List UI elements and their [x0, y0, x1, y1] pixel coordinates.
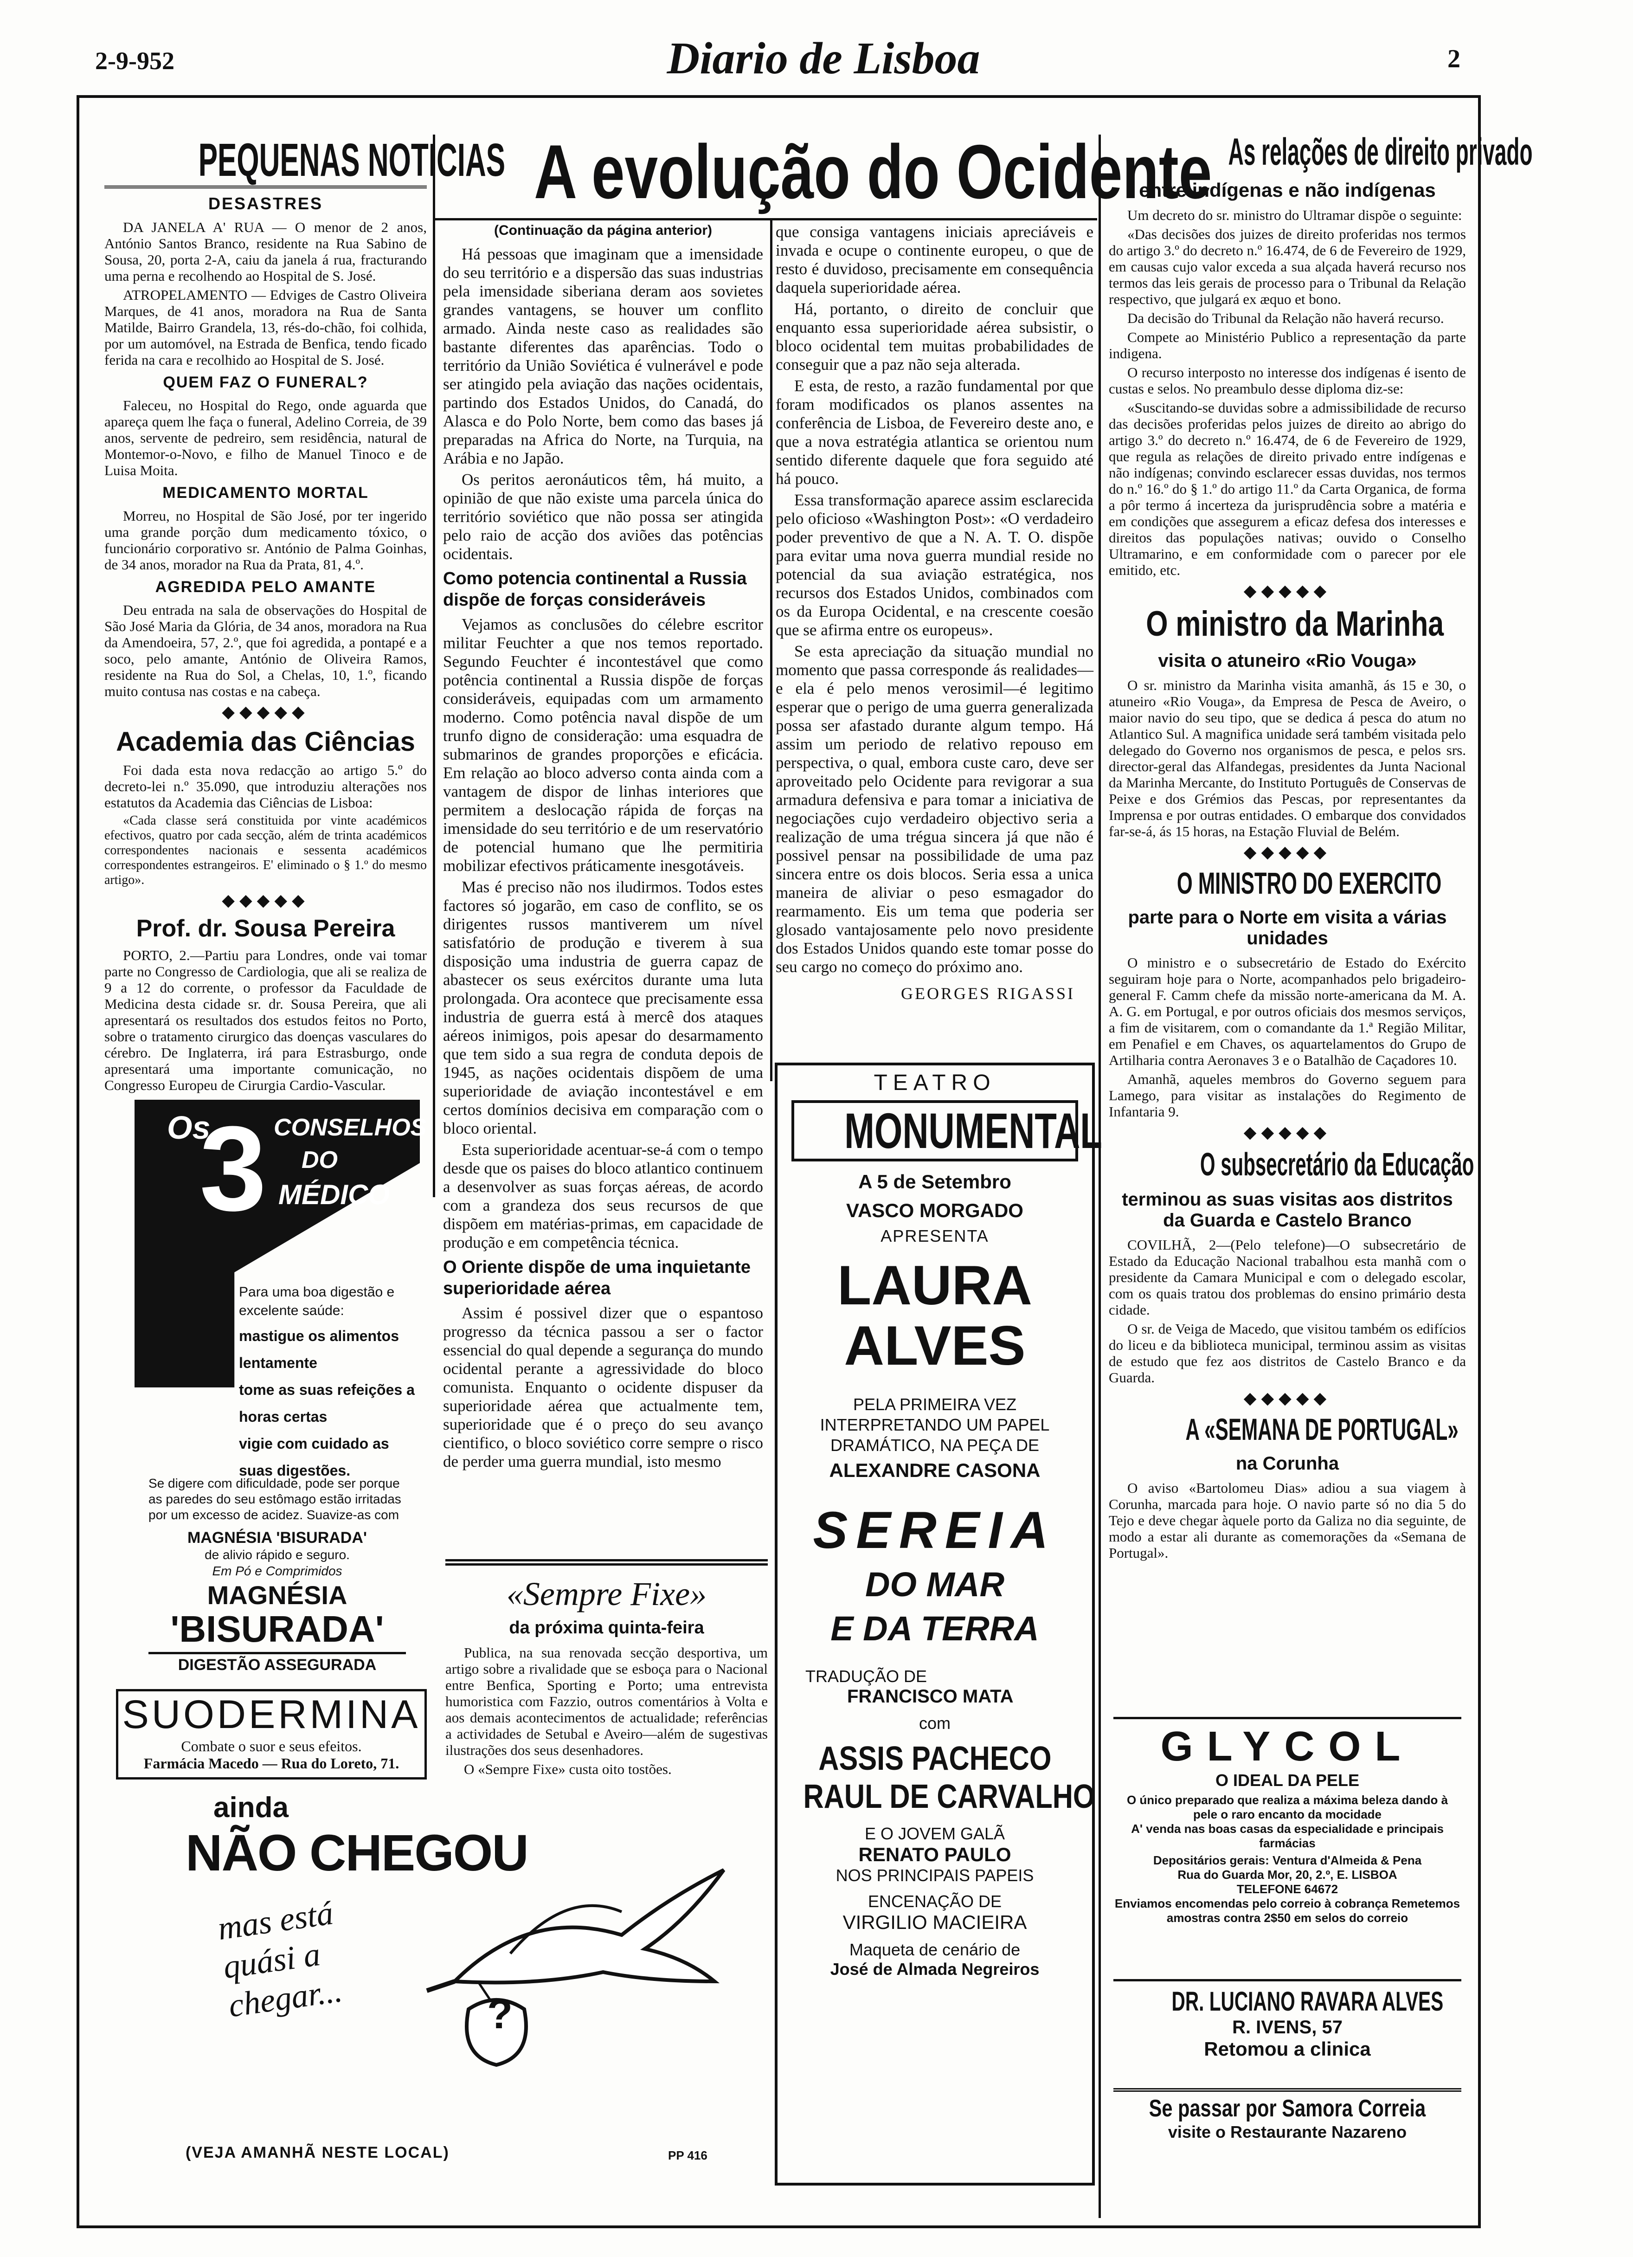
ad-intro: Para uma boa digestão e excelente saúde:: [239, 1284, 395, 1318]
column-rule: [770, 218, 772, 1081]
sempre-fixe-subtitle: da próxima quinta-feira: [509, 1618, 704, 1638]
article-paragraph: que consiga vantagens iniciais apreciáveis e invada e ocupe o continente europeu, o que de resto é duvidoso, precisamente em consequência daquela superioridade aérea.: [776, 223, 1093, 297]
ad-glycol: [1113, 1717, 1461, 1977]
play-title-3: E DA TERRA: [830, 1609, 1039, 1648]
separator-ornament: ◆◆◆◆◆: [1243, 1389, 1331, 1407]
ad-body: Se digere com dificuldade, pode ser porque as paredes do seu estômago estão irritadas por um excesso de acidez. Suavize-as com: [148, 1476, 401, 1522]
actor-3: RENATO PAULO: [858, 1844, 1011, 1865]
section-title: PEQUENAS NOTICIAS: [198, 134, 506, 186]
glycol-tagline: O IDEAL DA PELE: [1215, 1771, 1360, 1790]
separator-ornament: ◆◆◆◆◆: [222, 891, 309, 909]
theatre-label: TEATRO: [874, 1070, 996, 1095]
article-subtitle: na Corunha: [1235, 1453, 1339, 1474]
glycol-name: GLYCOL: [1160, 1723, 1414, 1770]
article-paragraph: O sr. de Veiga de Macedo, que visitou também os edifícios do liceu e da biblioteca municipal, terminou assim as visitas de estudo que fez aos distritos de Castelo Branco e da Guarda.: [1109, 1321, 1466, 1386]
ad-medico: MÉDICO: [278, 1179, 390, 1210]
article-paragraph: O recurso interposto no interesse dos indígenas é isento de custas e selos. No preambulo desse diploma diz-se:: [1109, 364, 1466, 397]
article-paragraph: Mas é preciso não nos iludirmos. Todos estes factores só jogarão, em caso de conflito, se os dirigentes russos mantiverem um nível satisfatório de produção e tiverem à sua disposição uma industria de guerra capaz de abastecer os seus exércitos durante uma luta prolongada. Ora acontece que precisamente essa industria de guerra está à mercê dos ataques aéreos inimigos, pois apesar do desarmamento que tem sido a sua regra de conduta depois de 1945, as nações ocidentais dispõem de uma superioridade de aviação incontestável e em certos domínios decisiva em comparação com o bloco oriental.: [443, 878, 763, 1137]
article-paragraph: Um decreto do sr. ministro do Ultramar dispõe o seguinte:: [1127, 207, 1462, 223]
section-subtitle: DESASTRES: [208, 194, 323, 213]
ad-forms: Em Pó e Comprimidos: [212, 1564, 342, 1578]
playwright: ALEXANDRE CASONA: [829, 1459, 1041, 1481]
main-roles-label: NOS PRINCIPAIS PAPEIS: [836, 1866, 1034, 1885]
theatre-producer: VASCO MORGADO: [846, 1199, 1023, 1221]
article-signature: GEORGES RIGASSI: [900, 984, 1075, 1003]
play-title-2: DO MAR: [865, 1565, 1005, 1604]
samora-line-1: Se passar por Samora Correia: [1149, 2095, 1426, 2122]
page-number: 2: [1447, 45, 1460, 73]
director: VIRGILIO MACIEIRA: [842, 1911, 1027, 1933]
article-paragraph: Esta superioridade acentuar-se-á com o tempo desde que os paises do bloco atlantico continuem a desenvolver as suas forças aéreas, de acordo com a grandeza dos seus recursos de que dispõem em matérias-primas, em capacidade de produção e em competência técnica.: [443, 1141, 763, 1251]
article-title: Prof. dr. Sousa Pereira: [136, 915, 395, 942]
article-paragraph: Amanhã, aqueles membros do Governo seguem para Lamego, para visitar as instalações do Regimento de Infantaria 9.: [1109, 1071, 1466, 1120]
ad-tips: [239, 1322, 420, 1484]
ad-samora: [1113, 2088, 1461, 2161]
article-text: Foi dada esta nova redacção ao artigo 5.º do decreto-lei n.º 35.090, que introduziu alterações nos estatutos da Academia das Ciências de Lisboa:: [104, 762, 427, 811]
ad-script-text: mas está quási a chegar...: [215, 1894, 345, 2025]
set-designer: José de Almada Negreiros: [830, 1960, 1040, 1979]
news-item: Morreu, no Hospital de São José, por ter ingerido uma grande porção dum medicamento tóxico, o funcionário corporativo sr. António de Palma Goinhas, de 34 anos, morador na Rua da Prata, 81, 4.º.: [104, 508, 427, 573]
glycol-line: A' venda nas boas casas da especialidade e principais farmácias: [1131, 1822, 1444, 1850]
article-subheading: Como potencia continental a Russia dispõe de forças consideráveis: [443, 569, 747, 610]
ad-nao-chegou: [167, 1791, 765, 2167]
ad-brand-2: 'BISURADA': [170, 1608, 384, 1650]
ad-number-three: 3: [199, 1102, 267, 1236]
samora-line-2: visite o Restaurante Nazareno: [1168, 2122, 1407, 2141]
separator-ornament: ◆◆◆◆◆: [1243, 581, 1331, 600]
ad-nao-chegou-title: NÃO CHEGOU: [186, 1825, 528, 1882]
article-paragraph: Vejamos as conclusões do célebre escritor militar Feuchter a que nos temos reportado. Segundo Feuchter é incontestável que como potência continental a Russia dispõe de forças consideráveis, equipadas com um armamento moderno. Como potência naval dispõe de um trunfo digno de consideração: uma esquadra de submarinos de grandes proporções e eficácia. Em relação ao bloco adverso conta ainda com a vantagem de dispor de linhas interiores que permitem a deslocação rápida de forças na imensidade do seu território e de um reservatório de potencial humano que lhe permitiria mobilizar efectivos práticamente inesgotáveis.: [443, 615, 763, 875]
article-paragraph: Se esta apreciação da situação mundial no momento que passa corresponde ás realidades—e ela é pelo menos verosimil—é legitimo esperar que o perigo de uma guerra generalizada possa ser afastado durante algum tempo. Há assim um periodo de relativo repouso em perspectiva, o qual, embora custe caro, deve ser aproveitado pelo Ocidente para revigorar a sua armadura defensiva e para tomar a iniciativa de negociações cujo verdadeiro objectivo seria a realização de uma trégua sincera já que não é possivel pensar na possibilidade de uma paz sincera entre os dois blocos. Seria essa a unica maneira de aliviar o peso esmagador do rearmamento. Eis um tema que poderia ser glosado vantajosamente pelo novo presidente dos Estados Unidos quando este tomar posse do seu cargo no começo do próximo ano.: [776, 642, 1093, 976]
article-title: A «SEMANA DE PORTUGAL»: [1185, 1412, 1459, 1446]
news-item: DA JANELA A' RUA — O menor de 2 anos, António Santos Branco, residente na Rua Sabino de Sousa, 20, porta 2-A, caiu da janela á rua, fracturando uma perna e recolhendo ao Hospital de S. José.: [104, 219, 427, 284]
ad-tip: tome as suas refeições a horas certas: [239, 1381, 415, 1425]
separator-ornament: ◆◆◆◆◆: [1243, 1123, 1331, 1141]
ad-suodermina-line2: Farmácia Macedo — Rua do Loreto, 71.: [143, 1755, 399, 1772]
article-paragraph: E esta, de resto, a razão fundamental por que foram modificados os planos assentes na conferência de Lisboa, de Fevereiro deste ano, e que a nova estratégia atlantica se orientou num sentido diferente daquele que fora seguido até há pouco.: [776, 377, 1093, 488]
main-headline: A evolução do Ocidente: [534, 129, 1212, 214]
issue-date: 2-9-952: [95, 47, 174, 75]
masthead: [0, 0, 1633, 97]
ad-product-line: MAGNÉSIA 'BISURADA': [187, 1529, 367, 1547]
ad-tip: mastigue os alimentos lentamente: [239, 1328, 399, 1371]
column-rule: [433, 135, 435, 1197]
ad-conselhos: CONSELHOS: [274, 1114, 427, 1141]
ad-footer: (VEJA AMANHÃ NESTE LOCAL): [186, 2144, 450, 2161]
actor-1: ASSIS PACHECO: [818, 1740, 1052, 1777]
news-heading: QUEM FAZ O FUNERAL?: [163, 374, 368, 391]
theatre-description: PELA PRIMEIRA VEZ INTERPRETANDO UM PAPEL DRAMÁTICO, NA PEÇA DE: [820, 1395, 1050, 1455]
ad-tip: vigie com cuidado as suas digestões.: [239, 1435, 389, 1479]
glycol-line: Depositários gerais: Ventura d'Almeida & Pena: [1153, 1853, 1422, 1867]
ravara-address: R. IVENS, 57: [1232, 2017, 1343, 2038]
ad-relief: de alivio rápido e seguro.: [205, 1548, 350, 1562]
article-paragraph: O ministro e o subsecretário de Estado do Exército seguiram hoje para o Norte, acompanhados pelo brigadeiro-general F. Camm chefe da missão norte-americana da M. A. A. G. em Portugal, e por outros oficiais dos mesmos serviços, a fim de visitarem, com o comandante da 1.ª Região Militar, em Penafiel e em Chaves, os aquartelamentos do Grupo de Artilharia contra Aeronaves 3 e o Batalhão de Caçadores 10.: [1109, 954, 1466, 1068]
separator-ornament: ◆◆◆◆◆: [1243, 843, 1331, 861]
article-title: As relações de direito privado: [1228, 131, 1533, 173]
article-subtitle: entre indígenas e não indígenas: [1139, 179, 1436, 201]
article-subtitle: parte para o Norte em visita a várias unidades: [1128, 907, 1447, 948]
article-subtitle: terminou as suas visitas aos distritos da Guarda e Castelo Branco: [1122, 1189, 1453, 1231]
article-title: Academia das Ciências: [116, 727, 415, 757]
sempre-fixe-notice: [445, 1559, 768, 1798]
news-item: Deu entrada na sala de observações do Hospital de São José Maria da Glória, de 34 anos, moradora na Rua da Amendoeira, 57, 2.º, que foi agredida, a pontapé e a soco, pelo amante, António de Oliveira Ramos, residente na Rua do Sol, a Chelas, 10, 1.º, ficando muito contusa nas costas e na cabeça.: [104, 602, 427, 699]
ad-do: DO: [302, 1147, 338, 1174]
article-paragraph: Compete ao Ministério Publico a representação da parte indigena.: [1109, 329, 1466, 361]
theatre-name: MONUMENTAL: [791, 1100, 1078, 1161]
ad-ainda: ainda: [213, 1792, 289, 1824]
article-text: «Cada classe será constituida por vinte académicos efectivos, quatro por cada secção, além de trinta académicos correspondentes nacionais e sessenta académicos correspondentes estrangeiros. E' eliminado o § 1.º do mesmo artigo».: [104, 813, 427, 887]
column-pequenas-noticias: [104, 134, 506, 1093]
ad-suodermina-line1: Combate o suor e seus efeitos.: [181, 1738, 362, 1754]
theatre-apresenta: APRESENTA: [881, 1226, 989, 1245]
ravara-note: Retomou a clinica: [1204, 2038, 1371, 2060]
ad-brand-1: MAGNÉSIA: [207, 1580, 347, 1610]
article-paragraph: O sr. ministro da Marinha visita amanhã, ás 15 e 30, o atuneiro «Rio Vouga», da Empresa de Pesca de Aveiro, o maior navio do seu tipo, que se dedica á pesca do atum no Atlantico Sul. A magnifica unidade será também visitada pelo delegado do Governo nos organismos de pesca, e pelos srs. director-geral das Alfandegas, presidentes da Junta Nacional da Marinha Mercante, do Instituto Português de Conservas de Peixe e dos Grémios das Pescas, por representantes da Imprensa e por outras entidades. O embarque dos convidados far-se-á, ás 15 horas, na Estação Fluvial de Belém.: [1109, 677, 1466, 839]
translator: FRANCISCO MATA: [847, 1686, 1014, 1707]
ad-ravara: [1113, 1979, 1461, 2088]
sempre-fixe-title: «Sempre Fixe»: [506, 1575, 707, 1612]
glycol-line: TELEFONE 64672: [1236, 1882, 1338, 1896]
news-heading: MEDICAMENTO MORTAL: [162, 484, 369, 502]
play-title-1: SEREIA: [813, 1501, 1057, 1559]
ad-magnesia-bisurada: [135, 1100, 427, 1680]
glycol-line: Rua do Guarda Mor, 20, 2.º, E. LISBOA: [1177, 1868, 1397, 1882]
article-paragraph: «Das decisões dos juizes de direito proferidas nos termos do artigo 3.º do decreto n.º 16.474, de 6 de Fevereiro de 1929, em causas cujo valor exceda a sua alçada haverá recurso nos termos das leis gerais de processo para o Tribunal da Relação respectivo, que julgará ex æquo et bono.: [1109, 226, 1466, 307]
main-article-col-2: [776, 223, 1093, 1081]
young-actor-label: E O JOVEM GALÃ: [864, 1824, 1005, 1843]
article-subheading: O Oriente dispõe de uma inquietante superioridade aérea: [443, 1257, 751, 1298]
article-paragraph: Há, portanto, o direito de concluir que enquanto essa superioridade aérea subsistir, o bloco ocidental tem muitas probabilidades de conseguir que a paz não seja alterada.: [776, 300, 1093, 374]
news-heading: AGREDIDA PELO AMANTE: [155, 578, 376, 596]
actor-2: RAUL DE CARVALHO: [803, 1778, 1095, 1815]
star-name-1: LAURA: [837, 1254, 1032, 1316]
ravara-name: DR. LUCIANO RAVARA ALVES: [1171, 1986, 1444, 2017]
continuation-note: (Continuação da página anterior): [494, 223, 713, 238]
article-paragraph: COVILHÃ, 2—(Pelo telefone)—O subsecretário de Estado da Educação Nacional trabalhou esta manhã com o presidente da Camara Municipal e com o delegado escolar, com os quais tratou dos problemas do ensino primário desta cidade.: [1109, 1237, 1466, 1318]
ad-os: Os: [167, 1109, 211, 1146]
article-paragraph: «Suscitando-se duvidas sobre a admissibilidade de recurso das decisões proferidas pelos juizes de direito ao abrigo do artigo 3.º do decreto n.º 16.474, de 6 de Fevereiro de 1929, que regula as relações de direito privado entre indígenas e não indígenas; convindo esclarecer essas duvidas, nos termos do n.º 16.º do § 1.º do artigo 11.º da Carta Organica, de forma a pôr termo á incerteza da jurisprudência sobre a matéria e em condições que assegurem a eficaz defesa dos interesses e direitos das populações nativas; ouvido o Conselho Ultramarino, e em conformidade com o parecer por ele emitido, etc.: [1109, 400, 1466, 578]
ad-tagline: DIGESTÃO ASSEGURADA: [148, 1652, 406, 1674]
sempre-fixe-body: Publica, na sua renovada secção desportiva, um artigo sobre a rivalidade que se esboça para o Nacional entre Benfica, Sporting e Porto; uma entrevista humoristica com Fazzio, outros comentários à Volta e aos demais acontecimentos de actualidade; referências a actividades de Setubal e Aveiro—além de sugestivas ilustrações dos seus desenhadores.: [445, 1644, 768, 1758]
newspaper-title: Diario de Lisboa: [667, 33, 980, 84]
ad-code: PP 416: [668, 2148, 707, 2162]
with-label: com: [919, 1714, 951, 1733]
glycol-line: O único preparado que realiza a máxima beleza dando à pele o raro encanto da mocidade: [1126, 1793, 1448, 1821]
column-rule: [1099, 135, 1101, 2218]
article-text: PORTO, 2.—Partiu para Londres, onde vai tomar parte no Congresso de Cardiologia, que ali se realiza de 9 a 12 do corrente, o professor da Faculdade de Medicina desta cidade sr. dr. Sousa Pereira, que ali apresentará os resultados dos estudos feitos no Porto, sobre o tratamento cirurgico das doenças vasculares do cérebro. De Inglaterra, irá para Estrasburgo, onde apresentará uma importante comunicação, no Congresso Europeu de Cirurgia Cardio-Vascular.: [104, 947, 427, 1093]
ad-suodermina-name: SUODERMINA: [122, 1692, 421, 1737]
column-right: [1109, 130, 1533, 1712]
article-title: O MINISTRO DO EXERCITO: [1176, 866, 1442, 900]
article-paragraph: Há pessoas que imaginam que a imensidade do seu território e a dispersão das suas industrias pela imensidade siberiana deram aos sovietes grandes vantagens, se houver um conflito armado. Ainda neste caso as realidades são bastante diferentes das aparências. Todo o território da União Soviética é vulnerável e pode ser atingido pela aviação das nações ocidentais, partindo dos Estados Unidos, do Canadá, do Alasca e do Polo Norte, bem como das bases já preparadas na Africa do Norte, na Turquia, na Arábia e no Japão.: [443, 245, 763, 467]
direction-label: ENCENAÇÃO DE: [868, 1892, 1002, 1911]
separator-ornament: ◆◆◆◆◆: [222, 703, 309, 721]
set-model-label: Maqueta de cenário de: [849, 1940, 1021, 1959]
ad-question-mark: ?: [487, 1991, 513, 2038]
main-article-col-1: [443, 223, 763, 1559]
ad-suodermina: [116, 1689, 427, 1780]
news-item: Faleceu, no Hospital do Rego, onde aguarda que apareça quem lhe faça o funeral, Adelino Correia, de 39 anos, servente de pedreiro, sem residência, natural de Montemor-o-Novo, e filho de Manuel Tinoco e de Luisa Moita.: [104, 397, 427, 478]
sempre-fixe-end: O «Sempre Fixe» custa oito tostões.: [464, 1761, 672, 1777]
glycol-line: Enviamos encomendas pelo correio à cobrança Remetemos amostras contra 2$50 em selos do correio: [1114, 1896, 1460, 1925]
article-paragraph: Da decisão do Tribunal da Relação não haverá recurso.: [1127, 310, 1444, 326]
article-paragraph: Assim é possivel dizer que o espantoso progresso da técnica passou a ser o factor essencial do qual depende a segurança do mundo ocidental perante a agressividade do bloco comunista. Enquanto o ocidente dispuser da superioridade aérea que actualmente tem, superioridade que é o preço do seu avanço cientifico, o bloco soviético corre sempre o risco de perder uma guerra mundial, isto mesmo: [443, 1304, 763, 1470]
article-title: O subsecretário da Educação: [1200, 1146, 1474, 1182]
article-subtitle: visita o atuneiro «Rio Vouga»: [1158, 651, 1417, 671]
star-name-2: ALVES: [844, 1315, 1026, 1377]
theatre-date: A 5 de Setembro: [858, 1171, 1011, 1193]
article-paragraph: O aviso «Bartolomeu Dias» adiou a sua viagem à Corunha, marcada para hoje. O navio parte só no dia 5 do Tejo e deve chegar àquele porto da Galiza no dia seguinte, de modo a estar ali durante as comemorações da «Semana de Portugal».: [1109, 1480, 1466, 1561]
stork-icon: [427, 1842, 752, 2074]
ad-teatro-monumental: [775, 1063, 1102, 2186]
translation-label: TRADUÇÃO DE: [805, 1667, 927, 1686]
headline-rule: [434, 218, 1097, 220]
article-paragraph: Essa transformação aparece assim esclarecida pelo oficioso «Washington Post»: «O verdadeiro poder preventivo de que a N. A. T. O. dispõe para evitar uma nova guerra mundial reside no potencial da sua aviação estratégica, nos recursos dos Estados Unidos, combinados com os da Europa Ocidental, e na crescente coesão que se afirma entre os europeus».: [776, 491, 1093, 639]
article-paragraph: Os peritos aeronáuticos têm, há muito, a opinião de que não existe uma parcela única do território soviético que não possa ser atingida pelo raio de acção dos aviões das potências ocidentais.: [443, 471, 763, 563]
news-item: ATROPELAMENTO — Edviges de Castro Oliveira Marques, de 41 anos, moradora na Rua de Santa Matilde, Bairro Grandela, 13, rés-do-chão, foi colhida, por um automóvel, na Estrada de Benfica, tendo ficado ferida na cara e recolhido ao Hospital de S. José.: [104, 287, 427, 368]
article-title: O ministro da Marinha: [1146, 604, 1444, 644]
